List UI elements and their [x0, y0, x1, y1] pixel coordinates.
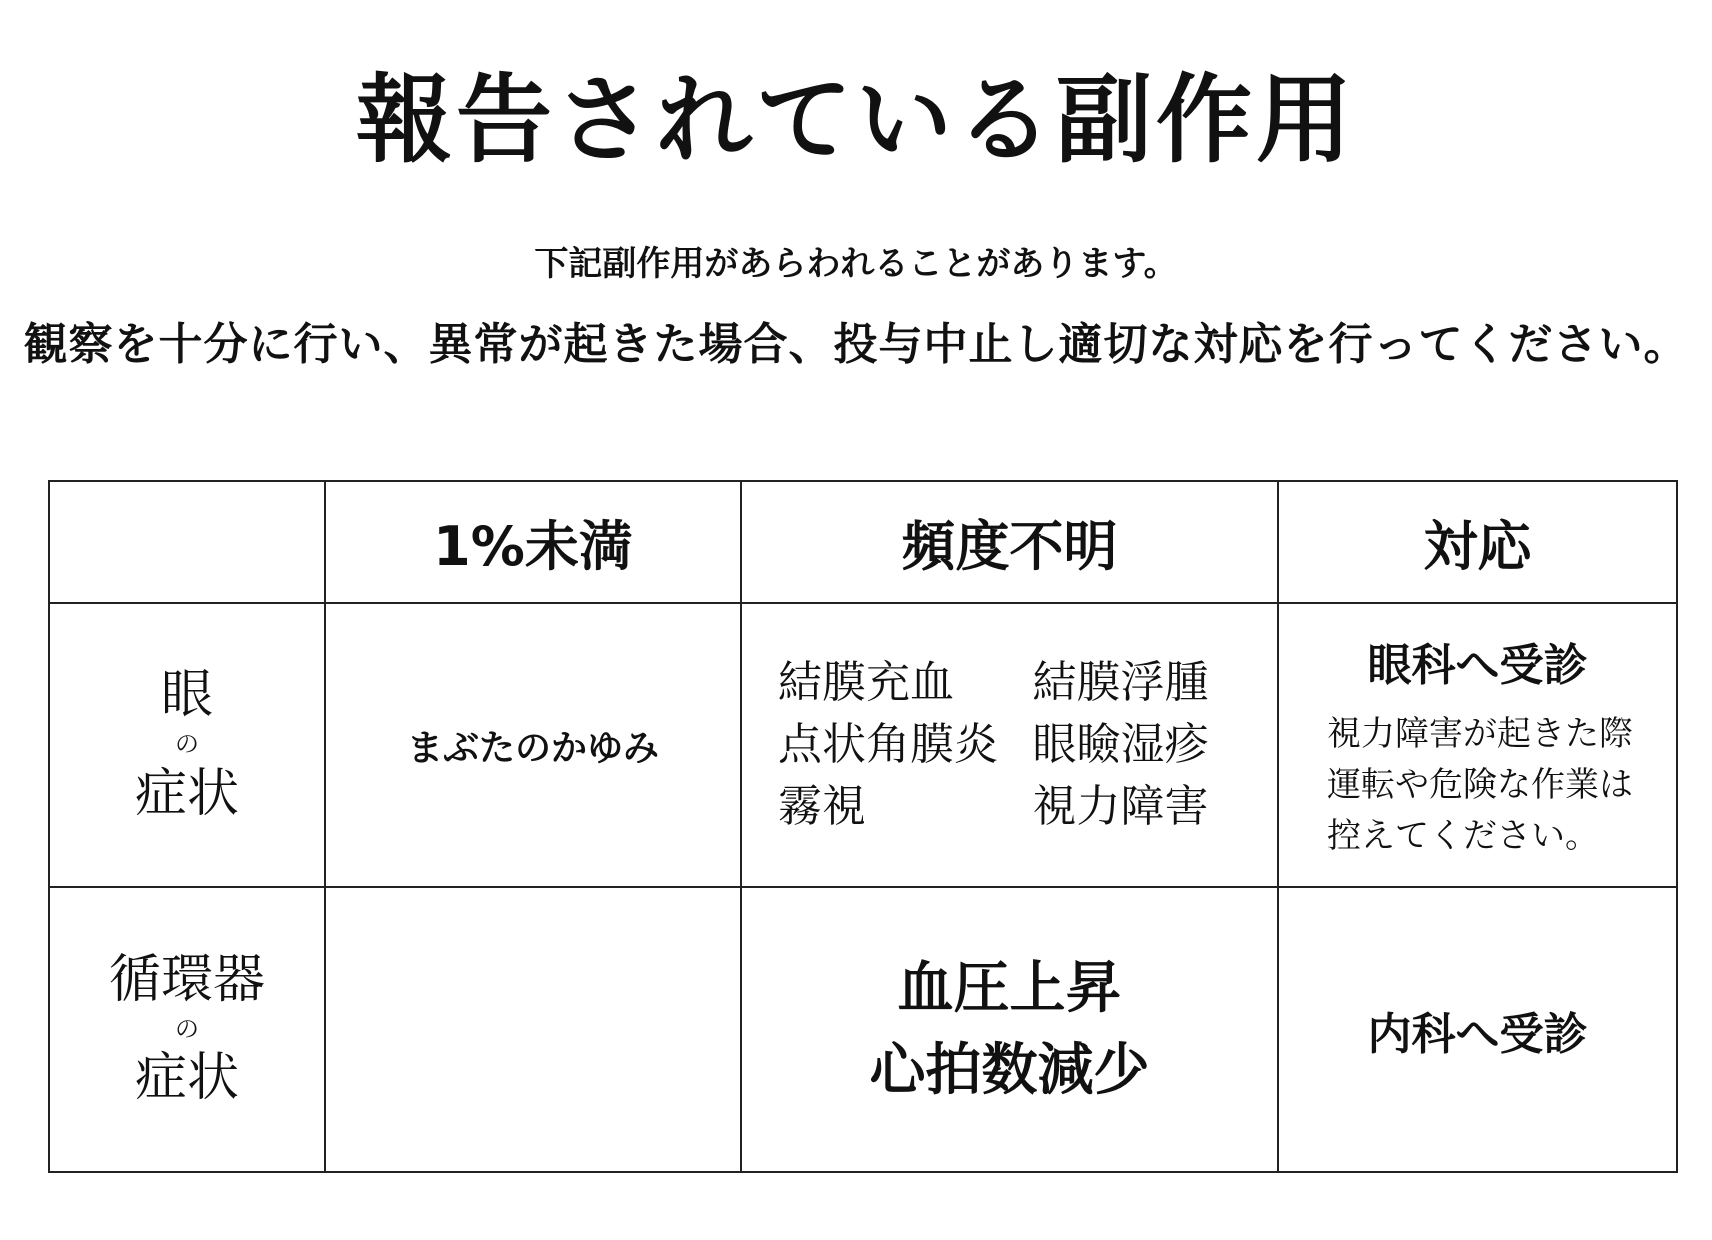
- header-frequency-unknown: 頻度不明: [741, 481, 1278, 603]
- subtitle-line-1: 下記副作用があらわれることがあります。: [534, 244, 1178, 284]
- subtitle-line-2: 観察を十分に行い、異常が起きた場合、投与中止し適切な対応を行ってください。: [23, 319, 1689, 370]
- eye-action-head: 眼科へ受診: [1367, 639, 1588, 691]
- eye-frequency-unknown: [741, 603, 1278, 887]
- eye-action-note: [1279, 709, 1676, 862]
- circulatory-symptoms-label: [49, 887, 325, 1172]
- eye-action-line: 控えてください。: [1327, 815, 1599, 856]
- eye-unknown-item: 霧視: [778, 781, 866, 833]
- eye-action-cell: [1278, 603, 1677, 887]
- circulatory-unknown-item: 心拍数減少: [869, 1037, 1150, 1103]
- page-title: 報告されている副作用: [356, 64, 1356, 176]
- table-header-row: [49, 481, 1677, 603]
- table-row-circulatory: [49, 887, 1677, 1172]
- circulatory-label-suffix: 症状: [134, 1048, 239, 1109]
- circulatory-unknown-item: 血圧上昇: [897, 956, 1122, 1022]
- circulatory-under-1-percent: [325, 887, 741, 1172]
- eye-unknown-item: 点状角膜炎: [778, 718, 998, 770]
- circulatory-action: 内科へ受診: [1278, 887, 1677, 1172]
- eye-label-suffix: 症状: [134, 763, 239, 824]
- circulatory-frequency-unknown: [741, 887, 1278, 1172]
- eye-label-name: 眼: [160, 665, 213, 726]
- circulatory-label-particle: の: [175, 1014, 199, 1043]
- header-empty-cell: [49, 481, 325, 603]
- eye-unknown-item: 視力障害: [1032, 781, 1209, 833]
- eye-action-line: 視力障害が起きた際: [1327, 713, 1633, 754]
- eye-under-1-percent: まぶたのかゆみ: [325, 603, 741, 887]
- eye-symptoms-label: [49, 603, 325, 887]
- header-under-1-percent: 1%未満: [325, 481, 741, 603]
- circulatory-label-name: 循環器: [108, 949, 265, 1010]
- header-action: 対応: [1278, 481, 1677, 603]
- table-row-eye: [49, 603, 1677, 887]
- eye-unknown-item: 眼瞼湿疹: [1032, 718, 1209, 770]
- side-effects-table: [48, 480, 1678, 1173]
- eye-unknown-item: 結膜充血: [778, 656, 954, 708]
- eye-unknown-item: 結膜浮腫: [1032, 656, 1209, 708]
- eye-action-line: 運転や危険な作業は: [1327, 764, 1633, 805]
- eye-label-particle: の: [175, 730, 199, 759]
